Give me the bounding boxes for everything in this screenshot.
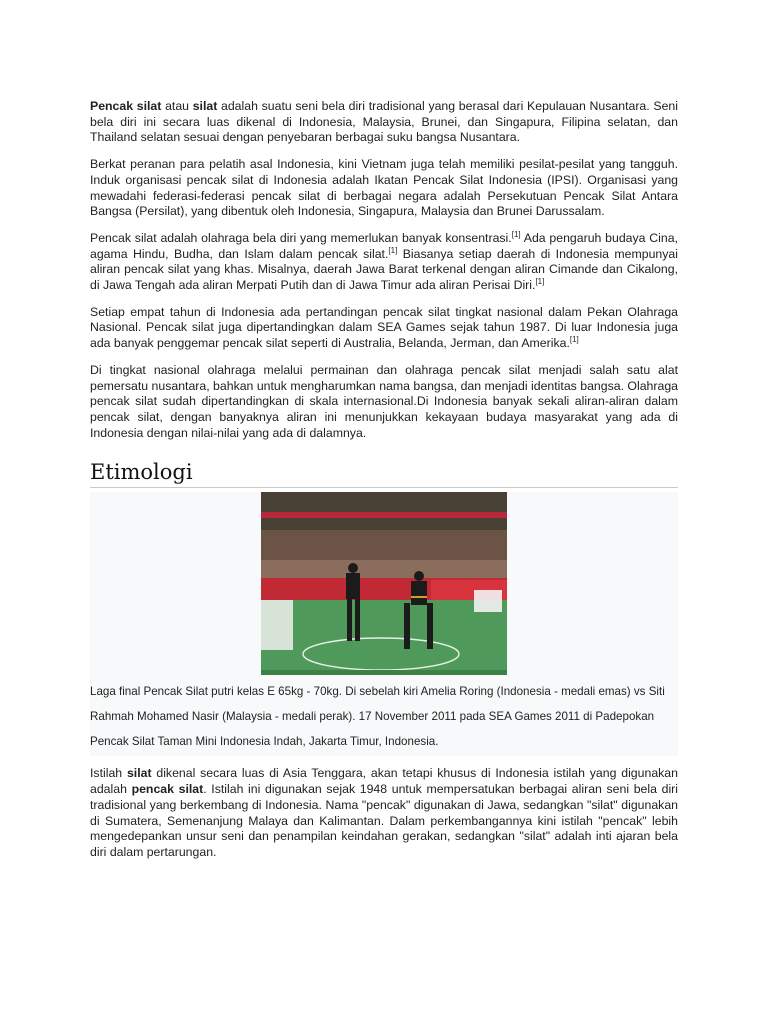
text-run: dikenal secara luas di Asia Tenggara, akan tetapi khusus di Indonesia istilah yang digunakan adalah (90, 766, 678, 797)
text-run: Setiap empat tahun di Indonesia ada pertandingan pencak silat tingkat nasional dalam Pekan Olahraga Nasional. Pencak silat juga dipertandingkan dalam SEA Games sejak tahun 1987. Di luar Indonesia juga ada banyak penggemar pencak silat seperti di Australia, Belanda, Jerman, dan Amerika. (90, 304, 678, 351)
citation-link[interactable]: [1] (511, 229, 521, 239)
term-silat: silat (126, 766, 152, 781)
intro-paragraph-1 (90, 99, 678, 146)
term-pencak-silat: Pencak silat (90, 99, 162, 113)
pencak-silat-match-photo (261, 492, 507, 675)
intro-paragraph-2: Berkat peranan para pelatih asal Indonesia, kini Vietnam juga telah memiliki pesilat-pesilat yang tangguh. Induk organisasi pencak silat di Indonesia adalah Ikatan Pencak Silat Indonesia (IPSI). Organisasi yang mewadahi federasi-federasi pencak silat di berbagai negara adalah Persekutuan Pencak Silat Antara Bangsa (Persilat), yang dibentuk oleh Indonesia, Singapura, Malaysia dan Brunei Darussalam. (90, 157, 678, 219)
intro-paragraph-4 (90, 305, 678, 352)
intro-paragraph-3 (90, 231, 678, 294)
text-run: adalah suatu seni bela diri tradisional yang berasal dari Kepulauan Nusantara. Seni bela diri ini secara luas dikenal di Indonesia, Malaysia, Brunei, dan Singapura, Filipina selatan, dan Thailand selatan sesuai dengan penyebaran berbagai suku bangsa Nusantara. (90, 99, 678, 145)
etimologi-paragraph-1 (90, 766, 678, 860)
text-run: Biasanya setiap daerah di Indonesia mempunyai aliran pencak silat yang khas. Misalnya, daerah Jawa Barat terkenal dengan aliran Cimande dan Cikalong, di Jawa Tengah ada aliran Merpati Putih dan di Jawa Timur ada aliran Perisai Diri. (90, 246, 678, 293)
section-heading-etimologi: Etimologi (90, 459, 678, 488)
citation-link[interactable]: [1] (388, 245, 398, 255)
text-run: Ada pengaruh budaya Cina, agama Hindu, Budha, dan Islam dalam pencak silat. (90, 230, 679, 261)
text-run: Istilah (90, 766, 127, 781)
citation-link[interactable]: [1] (569, 335, 579, 345)
article-body (90, 99, 678, 872)
term-pencak-silat: pencak silat (131, 782, 204, 797)
intro-paragraph-5: Di tingkat nasional olahraga melalui permainan dan olahraga pencak silat menjadi salah satu alat pemersatu nusantara, bahkan untuk mengharumkan nama bangsa, dan menjadi identitas bangsa. Olahraga pencak silat sudah dipertandingkan di skala internasional.Di Indonesia banyak sekali aliran-aliran dalam pencak silat, dengan banyaknya aliran ini menunjukkan kekayaan budaya masyarakat yang ada di Indonesia dengan nilai-nilai yang ada di dalamnya. (90, 362, 678, 440)
text-run: . Istilah ini digunakan sejak 1948 untuk mempersatukan berbagai aliran seni bela diri tradisional yang berkembang di Indonesia. Nama "pencak" digunakan di Jawa, sedangkan "silat" digunakan di Sumatera, Semenanjung Malaya dan Kalimantan. Dalam perkembangannya kini istilah "pencak" lebih mengedepankan unsur seni dan penampilan keindahan gerakan, sedangkan "silat" adalah inti ajaran bela diri dalam pertarungan. (90, 782, 679, 859)
text-run: Pencak silat adalah olahraga bela diri yang memerlukan banyak konsentrasi. (90, 230, 512, 245)
photo-figure (90, 492, 678, 756)
term-silat: silat (192, 99, 218, 113)
text-run: atau (161, 99, 193, 113)
photo-caption: Laga final Pencak Silat putri kelas E 65kg - 70kg. Di sebelah kiri Amelia Roring (Indonesia - medali emas) vs Siti Rahmah Mohamed Nasir (Malaysia - medali perak). 17 November 2011 pada SEA Games 2011 di Padepokan Pencak Silat Taman Mini Indonesia Indah, Jakarta Timur, Indonesia. (90, 685, 665, 748)
citation-link[interactable]: [1] (535, 276, 545, 286)
